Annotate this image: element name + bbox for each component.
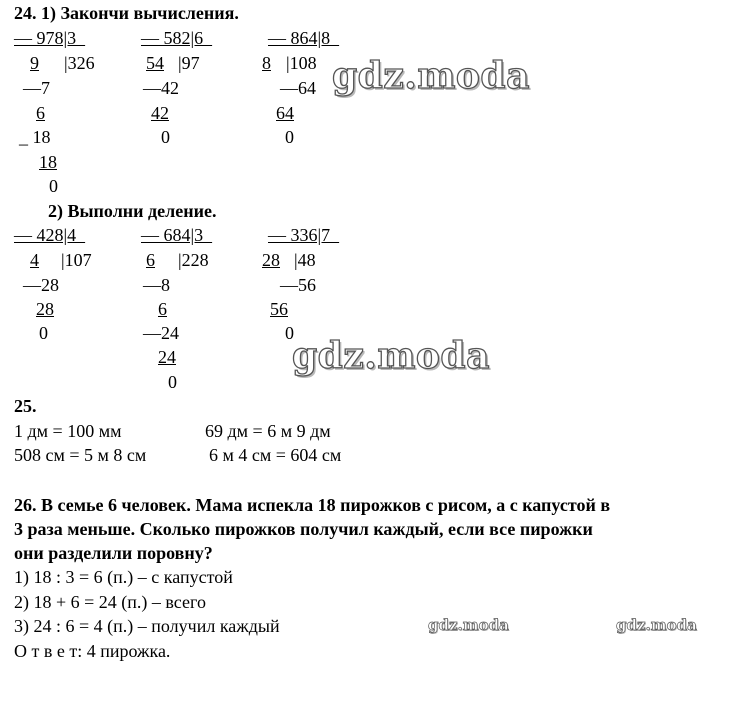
task26-problem-line: 3 раза меньше. Сколько пирожков получил каждый, если все пирожки bbox=[14, 519, 593, 539]
division-step: 24 bbox=[158, 347, 176, 367]
watermark-logo: gdz.moda bbox=[292, 335, 490, 377]
division-header: — 978|3 bbox=[14, 28, 86, 48]
division-step: 42 bbox=[151, 103, 169, 123]
task25-title: 25. bbox=[14, 396, 37, 416]
division-step: —28 bbox=[23, 275, 59, 295]
division-quotient: |228 bbox=[178, 250, 209, 270]
division-remainder: 0 bbox=[161, 127, 170, 147]
division-step: —64 bbox=[280, 78, 316, 98]
division-step: 56 bbox=[270, 299, 288, 319]
division-quotient: |48 bbox=[294, 250, 316, 270]
division-remainder: 0 bbox=[49, 176, 58, 196]
division-quotient: |326 bbox=[64, 53, 95, 73]
division-step: —56 bbox=[280, 275, 316, 295]
conversion-line: 508 см = 5 м 8 см bbox=[14, 445, 147, 465]
task24-title: 24. 1) Закончи вычисления. bbox=[14, 3, 239, 23]
division-step: 6 bbox=[158, 299, 167, 319]
task26-problem-line: они разделили поровну? bbox=[14, 543, 213, 563]
division-step: 28 bbox=[262, 250, 280, 270]
division-remainder: 0 bbox=[285, 127, 294, 147]
division-step: 64 bbox=[276, 103, 294, 123]
watermark-logo: gdz.moda bbox=[332, 55, 530, 97]
watermark-logo: gdz.moda bbox=[616, 616, 697, 634]
conversion-line: 1 дм = 100 мм bbox=[14, 421, 122, 441]
division-step: 18 bbox=[39, 152, 57, 172]
division-step: —7 bbox=[23, 78, 50, 98]
task26-problem-line: 26. В семье 6 человек. Мама испекла 18 пирожков с рисом, а с капустой в bbox=[14, 495, 611, 515]
task24-subtitle: 2) Выполни деление. bbox=[48, 201, 217, 221]
solution-step: 2) 18 + 6 = 24 (п.) – всего bbox=[14, 592, 206, 612]
division-header: — 864|8 bbox=[268, 28, 340, 48]
division-quotient: |107 bbox=[61, 250, 92, 270]
division-header: — 336|7 bbox=[268, 225, 340, 245]
division-step: 28 bbox=[36, 299, 54, 319]
division-step: 9 bbox=[30, 53, 39, 73]
conversion-line: 6 м 4 см = 604 см bbox=[209, 445, 342, 465]
division-quotient: |97 bbox=[178, 53, 200, 73]
division-header: — 582|6 bbox=[141, 28, 213, 48]
division-step: 8 bbox=[262, 53, 271, 73]
division-step: —42 bbox=[143, 78, 179, 98]
division-remainder: 0 bbox=[168, 372, 177, 392]
division-step: _ 18 bbox=[19, 127, 51, 147]
conversion-line: 69 дм = 6 м 9 дм bbox=[205, 421, 331, 441]
division-step: 4 bbox=[30, 250, 39, 270]
division-header: — 428|4 bbox=[14, 225, 86, 245]
division-quotient: |108 bbox=[286, 53, 317, 73]
division-header: — 684|3 bbox=[141, 225, 213, 245]
division-step: 6 bbox=[36, 103, 45, 123]
division-remainder: 0 bbox=[285, 323, 294, 343]
division-step: —8 bbox=[143, 275, 170, 295]
answer-line: О т в е т: 4 пирожка. bbox=[14, 641, 171, 661]
solution-step: 3) 24 : 6 = 4 (п.) – получил каждый bbox=[14, 616, 280, 636]
division-remainder: 0 bbox=[39, 323, 48, 343]
division-step: 6 bbox=[146, 250, 155, 270]
watermark-logo: gdz.moda bbox=[428, 616, 509, 634]
division-step: —24 bbox=[143, 323, 179, 343]
division-step: 54 bbox=[146, 53, 164, 73]
solution-step: 1) 18 : 3 = 6 (п.) – с капустой bbox=[14, 567, 233, 587]
